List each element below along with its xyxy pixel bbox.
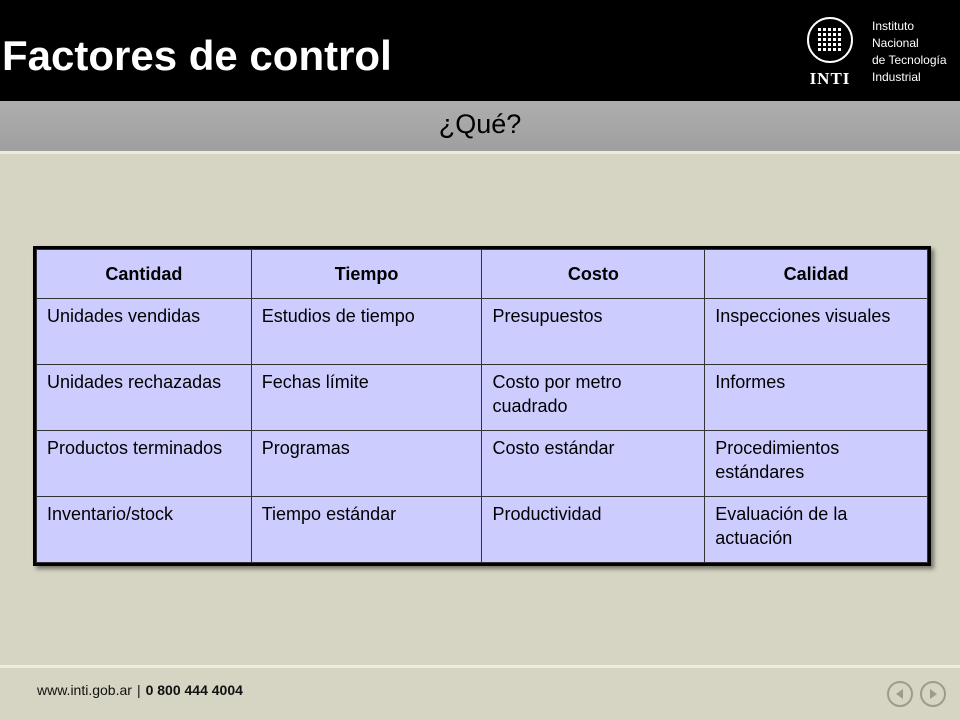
logo-abbreviation: INTI	[809, 69, 851, 88]
column-header-calidad: Calidad	[705, 250, 928, 299]
table-cell: Inventario/stock	[37, 497, 252, 563]
footer-separator: |	[136, 682, 141, 698]
logo-line: Instituto	[872, 19, 915, 33]
arrow-right-icon	[926, 687, 940, 701]
next-slide-button[interactable]	[920, 681, 946, 707]
table-cell: Evaluación de la actuación	[705, 497, 928, 563]
table-row	[37, 497, 928, 563]
logo-grid-icon	[806, 16, 854, 64]
footer-contact	[37, 682, 243, 698]
column-header-tiempo: Tiempo	[251, 250, 482, 299]
table-cell: Costo estándar	[482, 431, 705, 497]
footer-website: www.inti.gob.ar	[37, 682, 132, 698]
previous-slide-button[interactable]	[887, 681, 913, 707]
table-row	[37, 365, 928, 431]
inti-logo	[800, 12, 950, 92]
table-row	[37, 299, 928, 365]
data-table	[36, 249, 928, 563]
column-header-cantidad: Cantidad	[37, 250, 252, 299]
table-cell: Costo por metro cuadrado	[482, 365, 705, 431]
table-cell: Presupuestos	[482, 299, 705, 365]
table-cell: Unidades vendidas	[37, 299, 252, 365]
table-cell: Fechas límite	[251, 365, 482, 431]
table-cell: Unidades rechazadas	[37, 365, 252, 431]
subtitle-bar	[0, 101, 960, 154]
header-bar	[0, 0, 960, 101]
column-header-costo: Costo	[482, 250, 705, 299]
table-cell: Informes	[705, 365, 928, 431]
table-row	[37, 431, 928, 497]
logo-text	[872, 18, 947, 86]
footer-phone: 0 800 444 4004	[145, 682, 243, 698]
slide-subtitle: ¿Qué?	[438, 109, 522, 139]
table-cell: Productos terminados	[37, 431, 252, 497]
table-cell: Estudios de tiempo	[251, 299, 482, 365]
logo-line: de Tecnología	[872, 53, 947, 67]
arrow-left-icon	[893, 687, 907, 701]
control-factors-table	[33, 246, 931, 566]
table-cell: Procedimientos estándares	[705, 431, 928, 497]
table-cell: Inspecciones visuales	[705, 299, 928, 365]
table-header-row	[37, 250, 928, 299]
footer-divider	[0, 665, 960, 668]
logo-line: Industrial	[872, 70, 921, 84]
table-cell: Productividad	[482, 497, 705, 563]
slide-title: Factores de control	[2, 32, 392, 79]
inti-logo-mark	[800, 12, 860, 92]
logo-line: Nacional	[872, 36, 919, 50]
table-cell: Programas	[251, 431, 482, 497]
table-cell: Tiempo estándar	[251, 497, 482, 563]
